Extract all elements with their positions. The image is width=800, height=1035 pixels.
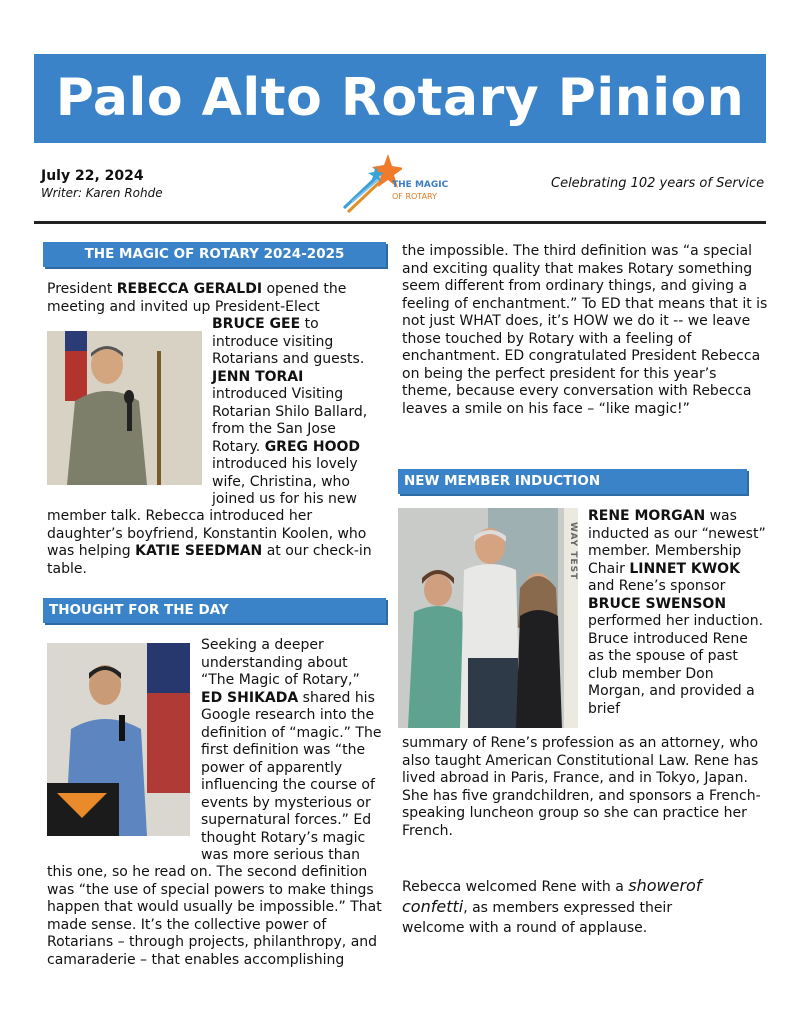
text: Rebecca welcomed Rene with a bbox=[402, 879, 629, 895]
name-bruce-gee: BRUCE GEE bbox=[212, 316, 301, 332]
text: shared his Google research into the definition of “magic.” The first definition was “the power of apparently influencing the course of events by mysterious or supernatural forces.” Ed thought Rotary’s magic was more serious than bbox=[201, 689, 382, 863]
text: to introduce visiting Rotarians and guests. bbox=[212, 316, 365, 367]
name-rebecca: REBECCA GERALDI bbox=[116, 281, 263, 297]
name-ed-shikada: ED SHIKADA bbox=[201, 689, 299, 706]
photo-rene-morgan-induction bbox=[398, 508, 578, 728]
text: President bbox=[47, 281, 117, 297]
text: the impossible. The third definition was “a special and exciting quality that makes Rotary something seem different from ordinary things, and giving a feeling of enchantment.” To ED that means that it is not just WHAT does, it’s HOW we do it -- we leave those touched by Rotary with a feeling of enchantment. ED congratulated President Rebecca on being the perfect president for this year’s theme, because every conversation with Rebecca leaves a smile on his face – “like magic!” bbox=[402, 243, 768, 417]
induction-continued bbox=[402, 735, 768, 840]
section-heading-thought: THOUGHT FOR THE DAY bbox=[43, 598, 386, 623]
text: , as members expressed their welcome with a round of applause. bbox=[402, 900, 673, 936]
logo-line-1: THE MAGIC bbox=[392, 180, 449, 190]
name-linnet-kwok: LINNET KWOK bbox=[629, 560, 740, 577]
magic-side-column bbox=[212, 316, 372, 509]
tagline: Celebrating 102 years of Service bbox=[551, 176, 765, 191]
name-greg-hood: GREG HOOD bbox=[264, 438, 361, 455]
text: summary of Rene’s profession as an attorney, who also taught American Constitutional Law. Rene has lived abroad in Paris, France, and in Tokyo, Japan. She has five grandchildren, and sponsors a French-speaking luncheon group so she can practice her French. bbox=[402, 735, 761, 839]
magic-closing bbox=[47, 508, 387, 578]
photo-ed-shikada bbox=[47, 643, 190, 836]
writer-credit: Writer: Karen Rohde bbox=[41, 186, 163, 200]
magic-intro bbox=[47, 281, 367, 316]
thought-side-column bbox=[201, 637, 383, 865]
section-heading-magic: THE MAGIC OF ROTARY 2024-2025 bbox=[43, 242, 386, 267]
text-highlight: showerof confetti bbox=[402, 876, 702, 916]
masthead-title: Palo Alto Rotary Pinion bbox=[34, 54, 766, 143]
text: this one, so he read on. The second definition was “the use of special powers to make things happen that would usually be impossible.” That made sense. It’s the collective power of Rotarians – through projects, philanthropy, and camaraderie – that enables accomplishing bbox=[47, 864, 382, 968]
text: introduced his lovely wife, Christina, who joined us for his new bbox=[212, 456, 358, 507]
name-bruce-swenson: BRUCE SWENSON bbox=[588, 595, 727, 612]
issue-date: July 22, 2024 bbox=[41, 168, 144, 184]
photo-sign-text: WAY TEST bbox=[568, 522, 578, 581]
logo-wordmark bbox=[392, 180, 448, 202]
thought-right-continued bbox=[402, 243, 768, 418]
induction-side-column bbox=[588, 508, 766, 718]
text: member talk. Rebecca introduced her daughter’s boyfriend, Konstantin Koolen, who was helping bbox=[47, 508, 367, 559]
name-katie-seedman: KATIE SEEDMAN bbox=[135, 543, 263, 559]
text: and Rene’s sponsor bbox=[588, 578, 726, 594]
text: performed her induction. Bruce introduced Rene as the spouse of past club member Don Morgan, and provided a brief bbox=[588, 613, 764, 717]
thought-continued bbox=[47, 864, 387, 969]
logo-line-2: OF ROTARY bbox=[392, 192, 437, 201]
photo-bruce-gee bbox=[47, 331, 202, 485]
header-divider bbox=[34, 221, 766, 224]
name-rene-morgan: RENE MORGAN bbox=[588, 508, 706, 524]
magic-of-rotary-logo bbox=[342, 150, 452, 214]
text: opened the meeting and invited up President-Elect bbox=[47, 281, 347, 315]
induction-closing bbox=[402, 876, 722, 938]
text: Seeking a deeper understanding about “The Magic of Rotary,” bbox=[201, 637, 360, 688]
text: at our check-in table. bbox=[47, 543, 372, 577]
text: introduced Visiting Rotarian Shilo Ballard, from the San Jose Rotary. bbox=[212, 386, 368, 455]
name-jenn-torai: JENN TORAI bbox=[212, 368, 304, 385]
text: was inducted as our “newest” member. Membership Chair bbox=[588, 508, 766, 577]
section-heading-induction: NEW MEMBER INDUCTION bbox=[398, 469, 747, 494]
